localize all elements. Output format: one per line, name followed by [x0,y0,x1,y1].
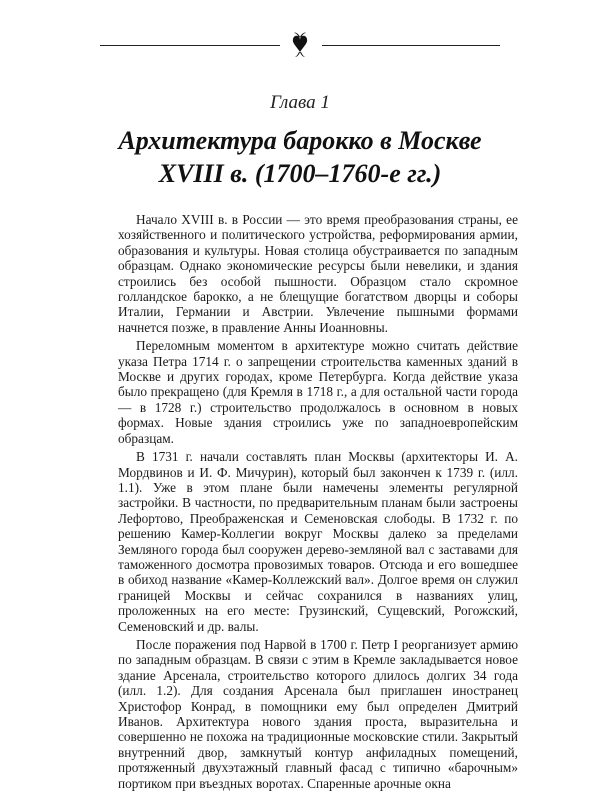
ornament-rule-left [100,45,280,46]
paragraph: В 1731 г. начали составлять план Москвы (архитекторы И. А. Мордвинов и И. Ф. Мичурин), который был закончен к 1739 г. (илл. 1.1). Уже в этом плане были намечены элементы регулярной застройки. В частности, по предварительным планам были застроены Лефортово, Преображенская и Семеновская слободы. В 1732 г. по решению Камер-Коллегии вокруг Москвы далеко за пределами Земляного города был сооружен дерево-земляной вал с заставами для таможенного досмотра провозимых товаров. Отсюда и его вошедшее в обиход название «Камер-Коллежский вал». Долгое время он служил границей Москвы и сейчас сохранился в названиях улиц, проложенных на его месте: Грузинский, Сущевский, Рогожский, Семеновский и др. валы. [118,449,518,634]
chapter-label: Глава 1 [270,92,330,113]
chapter-title-line-2: XVIII в. (1700–1760-е гг.) [158,159,442,188]
chapter-title [0,124,600,190]
floral-heart-icon [285,30,315,60]
paragraph: Переломным моментом в архитектуре можно считать действие указа Петра 1714 г. о запрещении строительства каменных зданий в Москве и других городах, кроме Петербурга. Когда действие указа было прекращено (для Кремля в 1718 г., а для остальной части города — в 1728 г.) строительство продолжалось в основном в новых формах. Новые здания строились уже по западноевропейским образцам. [118,338,518,446]
chapter-title-line-1: Архитектура барокко в Москве [118,126,482,155]
header-ornament [100,30,500,60]
body-text [118,212,518,794]
paragraph: После поражения под Нарвой в 1700 г. Петр I реорганизует армию по западным образцам. В связи с этим в Кремле закладывается новое здание Арсенала, строительство которого длилось долгих 34 года (илл. 1.2). Для создания Арсенала был приглашен иностранец Христофор Конрад, в помощники ему был определен Дмитрий Иванов. Архитектура нового здания проста, выразительна и совершенно не похожа на традиционные московские стили. Закрытый внутренний двор, замкнутый контур анфиладных помещений, протяженный двухэтажный главный фасад с типично «барочным» портиком при въездных воротах. Спаренные арочные окна [118,636,518,791]
ornament-rule-right [322,45,500,46]
paragraph: Начало XVIII в. в России — это время преобразования страны, ее хозяйственного и политического устройства, реформирования армии, образования и культуры. Новая столица обустраивается по западным образцам. Однако экономические ресурсы были невелики, и здания строились без особой пышности. Образцом стало скромное голландское барокко, а не блещущие богатством дворцы и соборы Италии, Германии и Австрии. Увлечение пышными формами начнется позже, в правление Анны Иоанновны. [118,212,518,335]
